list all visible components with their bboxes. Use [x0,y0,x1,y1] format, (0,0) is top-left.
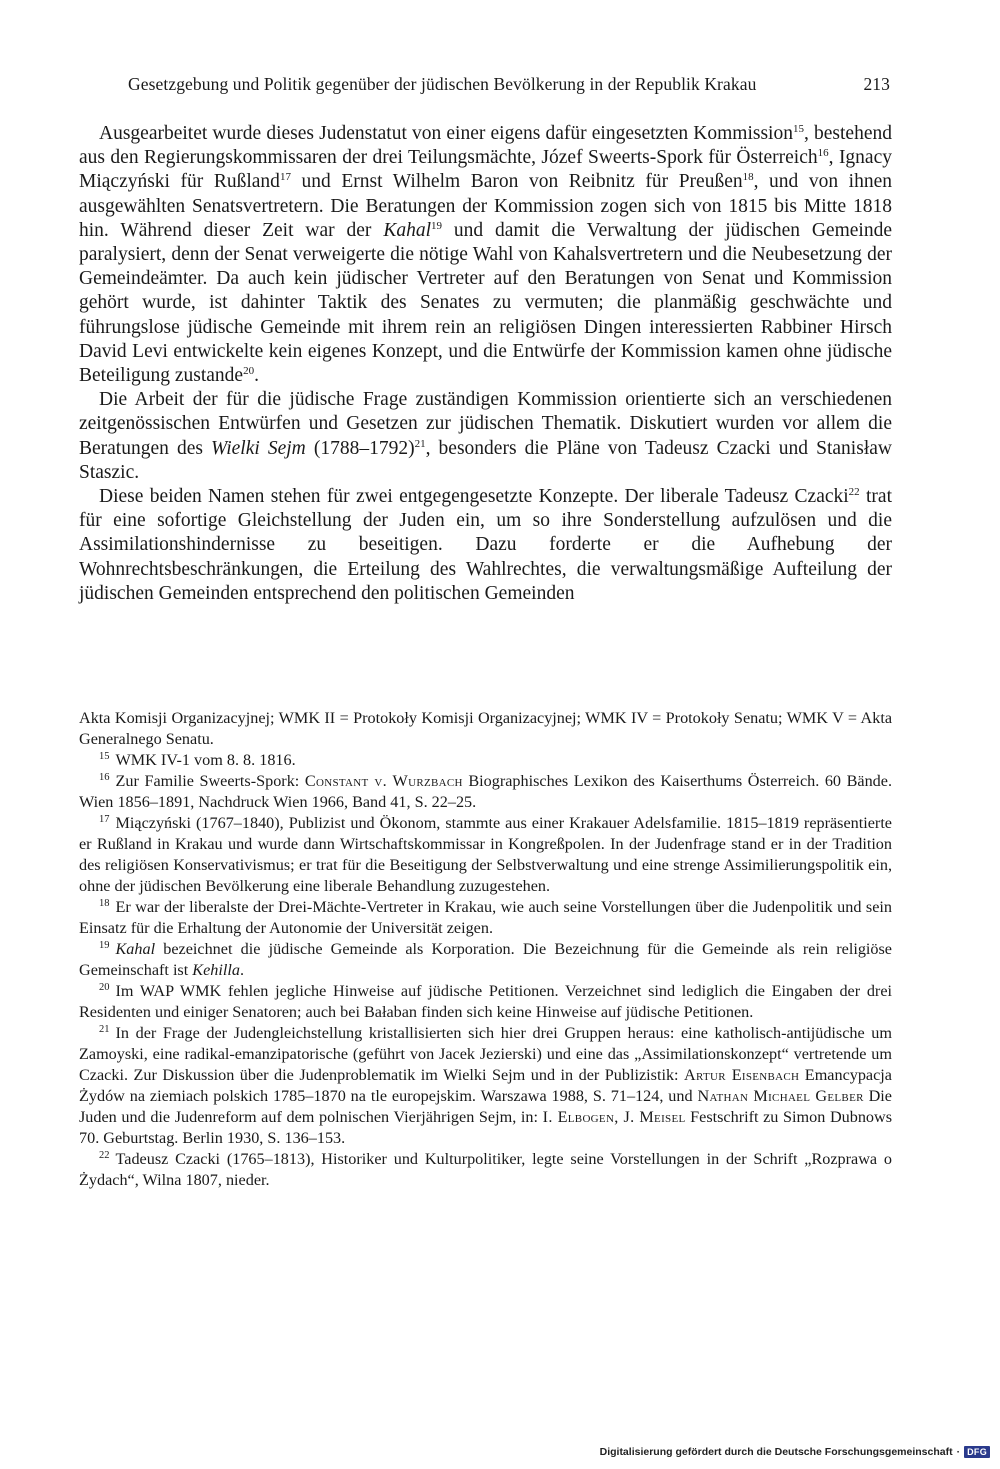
footnote-ref: 17 [279,171,291,184]
term-wielki-sejm: Wielki Sejm [211,437,306,459]
digitization-credit: Digitalisierung gefördert durch die Deutsche Forschungsgemeinschaft · DFG [600,1446,990,1458]
paragraph-2: Die Arbeit der für die jüdische Frage zuständigen Kommission orientierte sich an verschiedenen zeitgenössischen Entwürfen und Gesetzen zur jüdischen Thematik. Diskutiert wurden vor allem die Beratungen des Wielki Sejm (1788–1792)$^{21}$, besonders die Pläne von Tadeusz Czacki und Stanisław Staszic. [79,389,892,483]
footnote-ref: 21 [414,437,426,450]
footnote-21: $^{21}$ In der Frage der Judengleichstellung kristallisierten sich hier drei Gruppen heraus: eine katholisch-antijüdische um Zamoyski, eine radikal-emanzipatorische (geführt von Jacek Jezierski) und eine das „Assimilationskonzept“ vertretende um Czacki. Zur Diskussion über die Judenproblematik im Wielki Sejm und in der Publizistik: Artur Eisenbach Emancypacja Żydów na ziemiach polskich 1785–1870 na tle europejskim. Warszawa 1988, S. 71–124, und Nathan Michael Gelber Die Juden und die Judenreform auf dem polnischen Vierjährigen Sejm, in: I. Elbogen, J. Meisel Festschrift zu Simon Dubnows 70. Geburtstag. Berlin 1930, S. 136–153. [79,1024,892,1147]
paragraph-1: Ausgearbeitet wurde dieses Judenstatut von einer eigens dafür eingesetzten Kommission$^{15}$, bestehend aus den Regierungskommissaren der drei Teilungsmächte, Józef Sweerts-Spork für Österreich$^{16}$, Ignacy Miączyński für Rußland$^{17}$ und Ernst Wilhelm Baron von Reibnitz für Preußen$^{18}$, und von ihnen ausgewählten Senatsvertretern. Die Beratungen der Kommission zogen sich von 1815 bis Mitte 1818 hin. Während dieser Zeit war der Kahal$^{19}$ und damit die Verwaltung der jüdischen Gemeinde paralysiert, denn der Senat verweigerte die nötige Wahl von Kahalsvertretern und die Neubesetzung der Gemeindeämter. Da auch kein jüdischer Vertreter auf den Beratungen von Senat und Kommission gehört wurde, ist dahinter Taktik des Senates zu vermuten; die planmäßig geschwächte und führungslose jüdische Gemeinde mit ihrem rein an religiösen Dingen interessierten Rabbiner Hirsch David Levi entwickelte kein eigenes Konzept, und die Entwürfe der Kommission kamen ohne jüdische Beteiligung zustande$^{20}$. [79,123,893,387]
footnote-ref: 16 [817,147,829,160]
footnotes [79,708,892,1191]
footnote-20: $^{20}$ Im WAP WMK fehlen jegliche Hinweise auf jüdische Petitionen. Verzeichnet sind lediglich die Eingaben der drei Residenten und einiger Senatoren; auch bei Bałaban finden sich keine Hinweise auf jüdische Petitionen. [79,982,892,1021]
author-name: Constant v. Wurzbach [304,772,463,790]
term-kahal: Kahal [383,219,431,241]
footnote-19: $^{19}$ Kahal bezeichnet die jüdische Gemeinde als Korporation. Die Bezeichnung für die Gemeinde als rein religiöse Gemeinschaft ist Kehilla. [79,940,892,979]
footnote-ref: 15 [792,123,804,135]
running-header [128,74,890,95]
author-name: I. Elbogen, J. Meisel [542,1108,686,1126]
author-name: Artur Eisenbach [684,1066,800,1084]
footnote-ref: 18 [742,171,754,184]
credit-text: Digitalisierung gefördert durch die Deutsche Forschungsgemeinschaft [599,1446,953,1458]
footnote-ref: 22 [848,486,860,499]
footnote-22: $^{22}$ Tadeusz Czacki (1765–1813), Historiker und Kulturpolitiker, legte seine Vorstellungen in der Schrift „Rozprawa o Żydach“, Wilna 1807, nieder. [79,1150,892,1189]
footnote-16: $^{16}$ Zur Familie Sweerts-Spork: Constant v. Wurzbach Biographisches Lexikon des Kaiserthums Österreich. 60 Bände. Wien 1856–1891, Nachdruck Wien 1966, Band 41, S. 22–25. [79,772,892,811]
page-number: 213 [863,74,890,94]
author-name: Nathan Michael Gelber [697,1087,864,1105]
footnote-15: $^{15}$ WMK IV-1 vom 8. 8. 1816. [99,751,296,769]
footnote-ref: 19 [431,219,442,232]
dfg-logo-icon: DFG [964,1446,990,1458]
running-title: Gesetzgebung und Politik gegenüber der jüdischen Bevölkerung in der Republik Krakau [128,74,757,94]
footnote-ref: 20 [243,365,255,378]
footnote-18: $^{18}$ Er war der liberalste der Drei-Mächte-Vertreter in Krakau, wie auch seine Vorstellungen über die Judenpolitik und sein Einsatz für die Erhaltung der Autonomie der Universität zeigen. [79,898,892,937]
main-text [79,122,892,606]
paragraph-3: Diese beiden Namen stehen für zwei entgegengesetzte Konzepte. Der liberale Tadeusz Czacki$^{22}$ trat für eine sofortige Gleichstellung der Juden ein, um so ihre Sonderstellung aufzulösen und die Assimilationshindernisse zu beseitigen. Dazu forderte er die Aufhebung der Wohnrechtsbeschränkungen, die Erteilung des Wahlrechtes, die verwaltungsmäßige Aufteilung der jüdischen Gemeinden entsprechend den politischen Gemeinden [79,486,892,604]
footnote-17: $^{17}$ Miączyński (1767–1840), Publizist und Ökonom, stammte aus einer Krakauer Adelsfamilie. 1815–1819 repräsentierte er Rußland in Krakau und wurde dann Wirtschaftskommissar in Kongreßpolen. In der Judenfrage stand er in der Tradition des religiösen Konservativismus; er trat für die Beseitigung der Selbstverwaltung und eine strenge Assimilierungspolitik ein, ohne der jüdischen Bevölkerung eine liberale Behandlung zuzugestehen. [79,814,892,895]
footnote-continuation: Akta Komisji Organizacyjnej; WMK II = Protokoły Komisji Organizacyjnej; WMK IV = Protokoły Senatu; WMK V = Akta Generalnego Senatu. [79,709,892,748]
